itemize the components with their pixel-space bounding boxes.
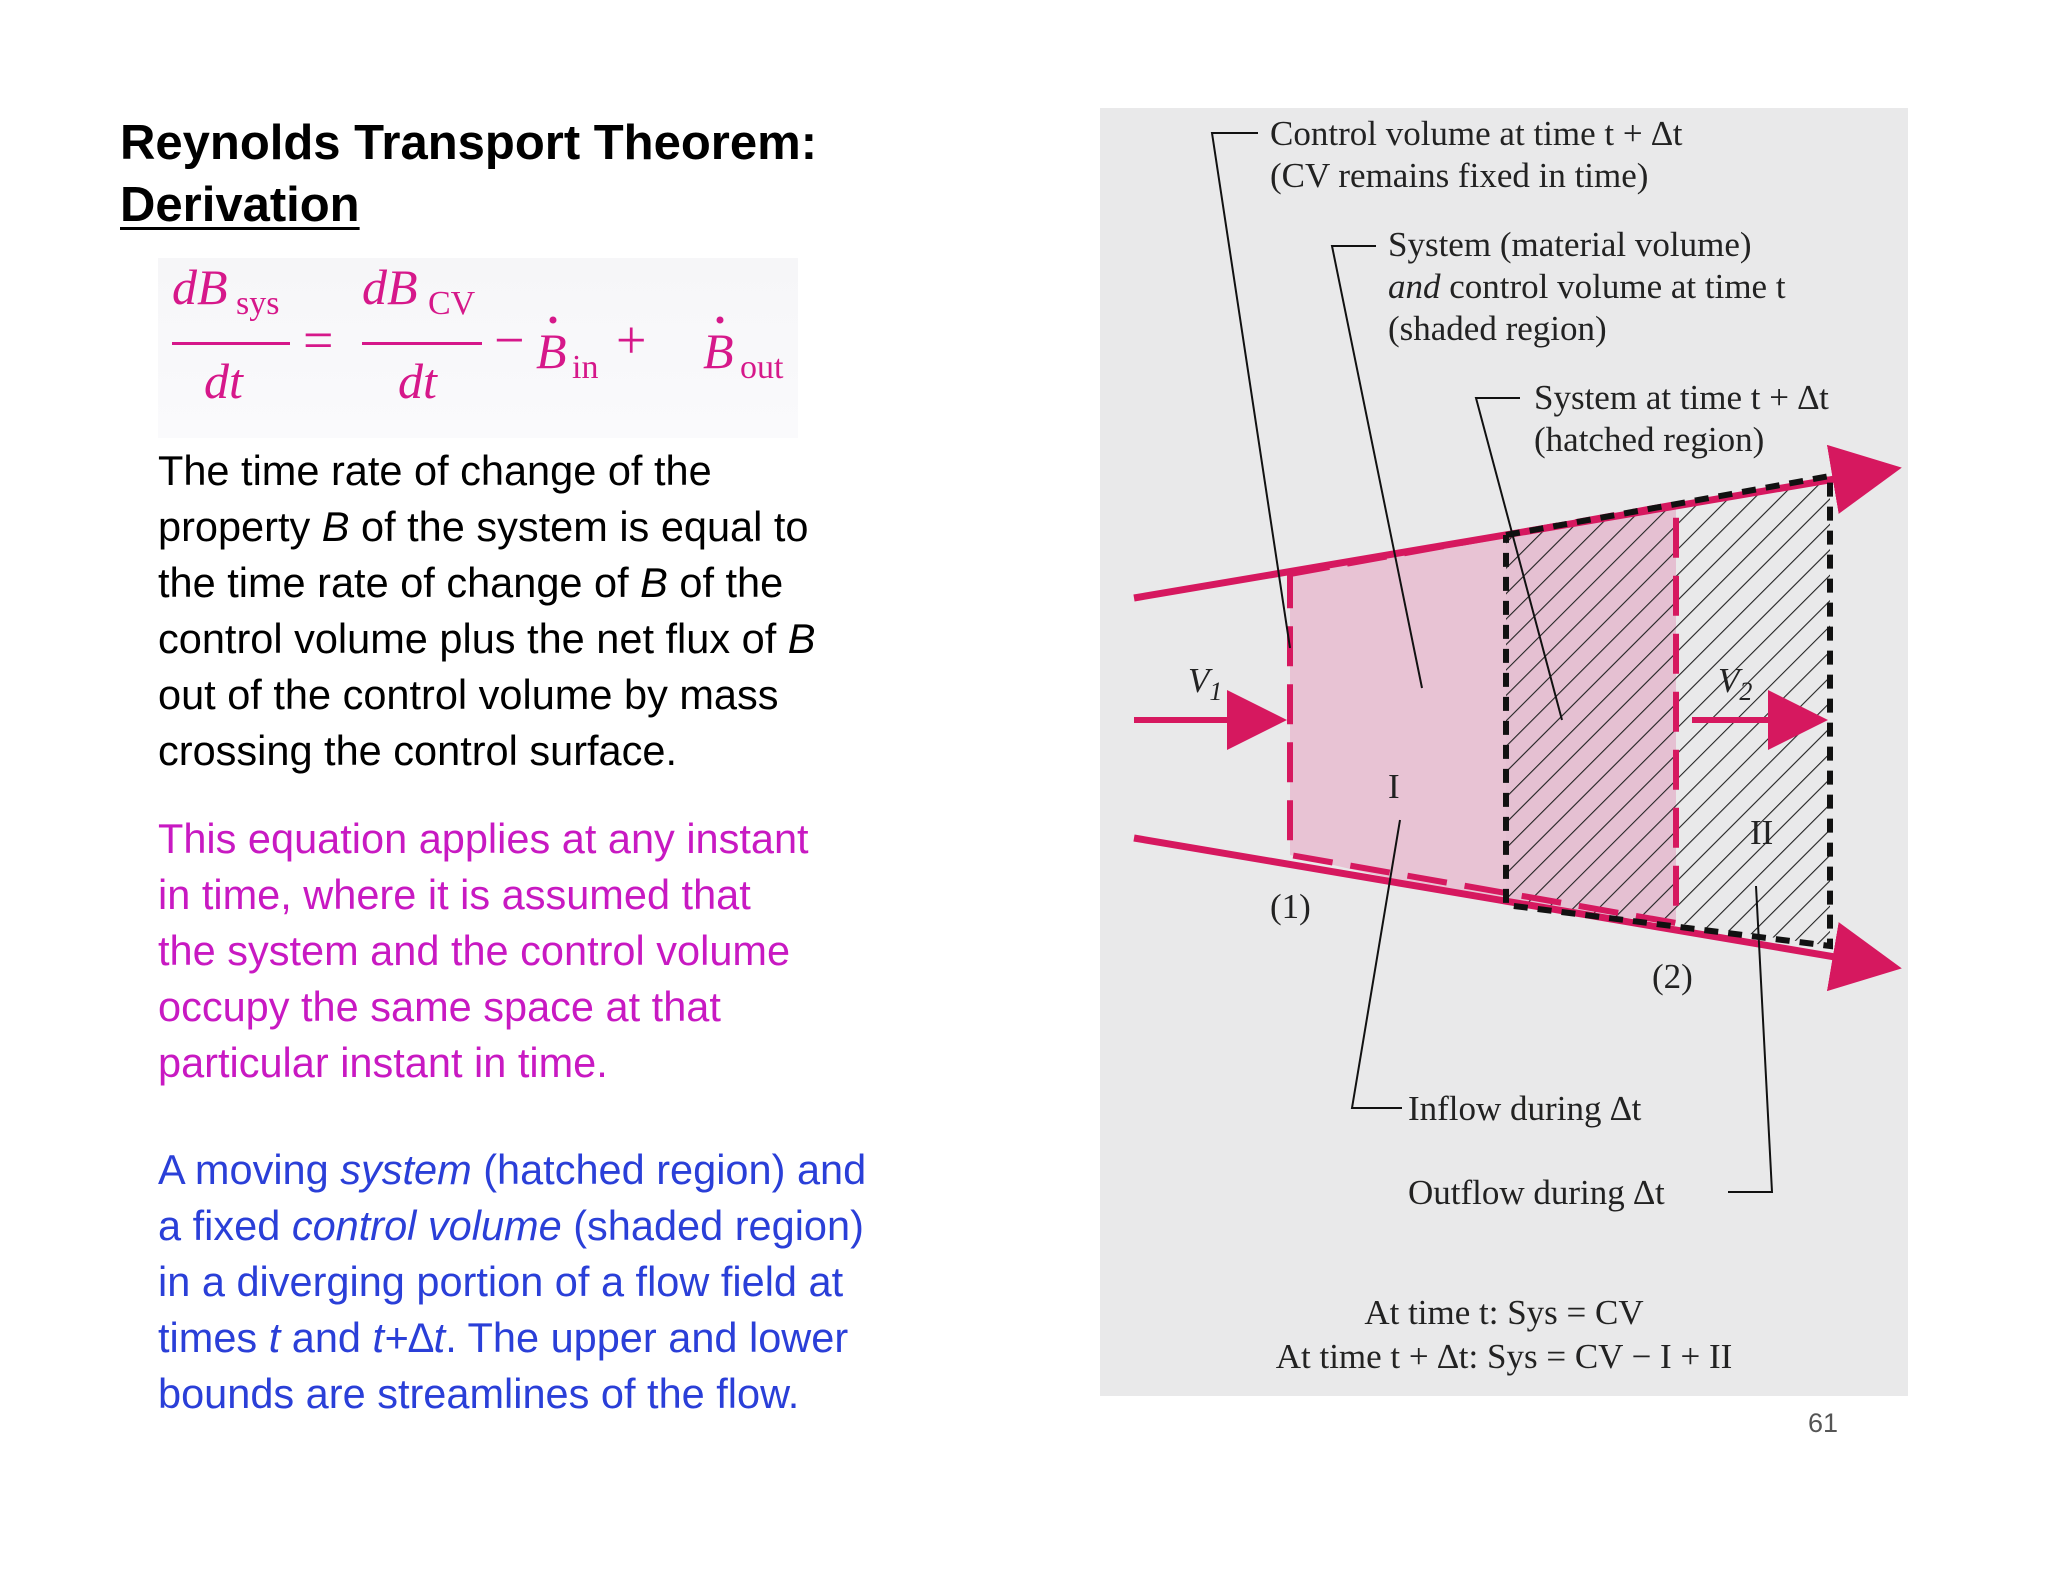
eq-lhs-sub: sys [236,285,280,322]
eq-cv-fraction-bar [362,342,482,345]
italic-term: B [787,615,816,662]
text-segment: and [280,1314,373,1361]
label-v1 [1188,661,1222,706]
eq-bout: B [703,323,734,379]
text-segment: (hatched region) and [471,1146,867,1193]
text-segment: in time, where it is assumed that [158,871,751,918]
label-section-2: (2) [1652,957,1693,996]
italic-term: B [640,559,668,606]
label-cv-line2: (CV remains fixed in time) [1270,156,1649,195]
p2-line [158,923,978,979]
p3-line [158,1310,998,1366]
label-sys-line2-rest: control volume at time t [1440,267,1786,306]
italic-term: B [321,503,350,550]
label-sys-line1: System (material volume) [1388,225,1752,264]
p3-line [158,1198,998,1254]
page-number: 61 [1808,1408,1839,1438]
label-sys-tdt-line1: System at time t + ∆t [1534,378,1829,417]
text-segment: property [158,503,322,550]
p1-line [158,611,978,667]
label-sys-line2 [1388,267,1786,306]
footer-line2: At time t + ∆t: Sys = CV − I + II [1275,1337,1733,1376]
rtt-figure [1100,108,1908,1396]
p2-line [158,867,978,923]
p1-line [158,443,978,499]
title-line-2: Derivation [120,178,360,232]
text-segment: A moving [158,1146,341,1193]
p1-line [158,667,978,723]
eq-bout-sub: out [740,349,784,386]
p3-line [158,1254,998,1310]
text-segment: crossing the control surface. [158,727,677,774]
paragraph-definition [158,443,978,779]
text-segment: particular instant in time. [158,1039,608,1086]
rtt-equation [158,258,798,438]
italic-term: control volume [291,1202,562,1249]
control-volume-shaded [1290,535,1506,905]
text-segment: the system and the control volume [158,927,791,974]
text-segment: occupy the same space at that [158,983,721,1030]
region-ii-hatched [1676,476,1830,946]
v2-symbol: V [1718,661,1740,700]
text-segment: The time rate of change of the [158,447,712,494]
eq-equals: = [303,310,334,370]
v1-symbol: V [1188,661,1210,700]
eq-bin-sub: in [572,349,599,386]
text-segment: out of the control volume by mass [158,671,779,718]
eq-plus: + [616,310,647,370]
p2-line [158,1035,978,1091]
label-region-i: I [1388,767,1400,806]
eq-bin: B [536,323,567,379]
system-hatched-region-inside-cv [1506,504,1676,923]
p3-line [158,1366,998,1422]
v1-subscript: 1 [1209,677,1223,706]
text-segment: of the system is equal to [349,503,809,550]
text-segment: a fixed [158,1202,292,1249]
label-inflow: Inflow during ∆t [1408,1089,1642,1128]
figure-diagram [1100,108,1908,1396]
text-segment: in a diverging portion of a flow field at [158,1258,844,1305]
eq-cv-num: dB [362,259,418,315]
p3-line [158,1142,998,1198]
text-segment: times [158,1314,269,1361]
label-region-ii: II [1750,813,1774,852]
text-segment: This equation applies at any instant [158,815,809,862]
label-sys-line2-italic: and [1388,267,1441,306]
paragraph-figure-caption [158,1142,998,1422]
p2-line [158,979,978,1035]
italic-term: t+∆t [372,1314,446,1361]
label-outflow: Outflow during ∆t [1408,1173,1665,1212]
text-segment: . The upper and lower [445,1314,849,1361]
eq-lhs-num: dB [172,259,228,315]
footer-line1: At time t: Sys = CV [1364,1293,1644,1332]
label-section-1: (1) [1270,887,1311,926]
eq-lhs-fraction-bar [172,342,290,345]
eq-cv-sub: CV [428,285,476,322]
paragraph-assumption [158,811,978,1091]
p2-line [158,811,978,867]
leader-cv [1212,133,1290,648]
p1-line [158,723,978,779]
eq-lhs-den: dt [204,353,243,409]
eq-minus: − [494,310,525,370]
v2-subscript: 2 [1739,677,1753,706]
italic-term: t [268,1314,281,1361]
text-segment: of the [667,559,784,606]
text-segment: bounds are streamlines of the flow. [158,1370,800,1417]
label-sys-tdt-line2: (hatched region) [1534,420,1765,459]
label-cv-line1: Control volume at time t + ∆t [1270,114,1683,153]
italic-term: system [340,1146,472,1193]
text-segment: (shaded region) [561,1202,864,1249]
text-segment: the time rate of change of [158,559,641,606]
p1-line [158,499,978,555]
eq-cv-den: dt [398,353,437,409]
equation-graphic [158,258,798,438]
p1-line [158,555,978,611]
text-segment: control volume plus the net flux of [158,615,788,662]
slide-title [120,112,817,236]
label-sys-line3: (shaded region) [1388,309,1607,348]
title-line-1: Reynolds Transport Theorem: [120,116,818,170]
